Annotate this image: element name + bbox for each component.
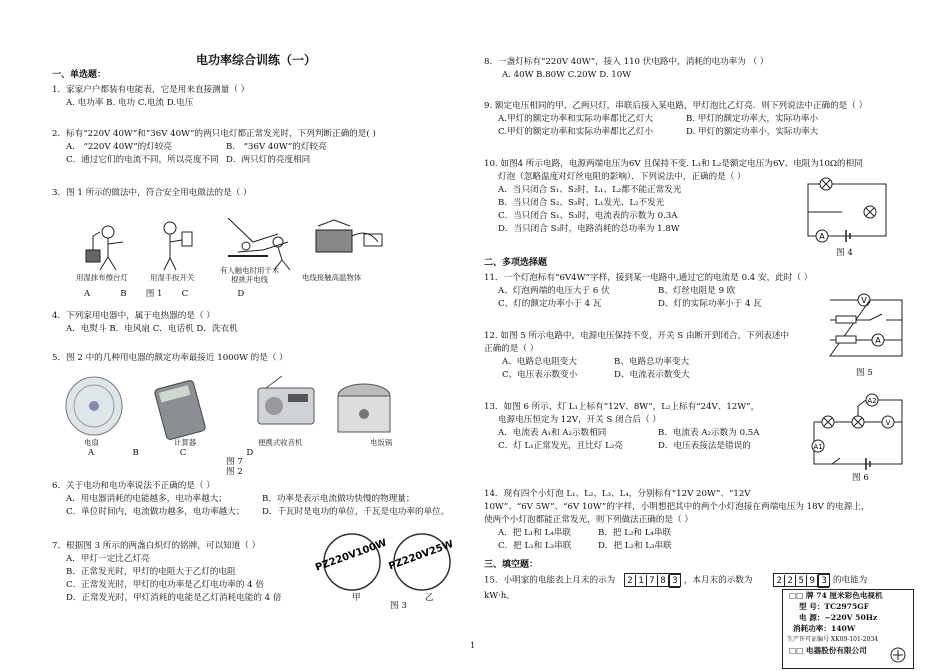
tv-model: 型 号：TC2975GF <box>799 602 870 611</box>
question-options: A．电熨斗 B．电风扇 C．电话机 D．洗衣机 <box>66 324 238 334</box>
question-stem: 10. 如图4 所示电路，电源两端电压为6V 且保持不变. L₁和 L₂是额定电压为6V、电阻为10Ω的相同 <box>484 159 863 169</box>
option-b: B．正常发光时，甲灯的电阻大于乙灯的电阻 <box>66 567 236 577</box>
tv-maker: □□ 电器股份有限公司 <box>789 646 867 655</box>
portable-radio-icon <box>258 376 314 424</box>
section-fill-in: 三、填空题： <box>484 560 539 570</box>
option-c: C．灯 L₁正常发光，且比灯 L₂亮 <box>498 441 623 451</box>
section-single-choice: 一、单选题： <box>52 70 107 80</box>
caption-radio: 便携式收音机 <box>258 438 303 447</box>
question-stem: 13．如图 6 所示，灯 L₁上标有“12V、8W”，L₂上标有“24V、12W”， <box>484 402 760 412</box>
question-stem: 9. 额定电压相同的甲、乙两只灯，串联后接入某电路，甲灯泡比乙灯亮．则下列说法中正确的是（ ） <box>484 101 868 111</box>
caption-calculator: 计算器 <box>174 438 197 447</box>
svg-text:V: V <box>885 419 891 427</box>
question-stem: 1．家家户户都装有电能表，它是用来直接测量（ ） <box>52 85 250 95</box>
option-a: A．甲灯一定比乙灯亮 <box>66 554 150 564</box>
question-stem: 14．现有四个小灯泡 L₁、L₂、L₃、L₄，分别标有“12V 20W”、“12V <box>484 489 751 499</box>
option-b: B、电路总功率变大 <box>614 357 690 367</box>
option-c: C．当只闭合 S₁、S₃时，电流表的示数为 0.3A <box>498 211 678 221</box>
option-a: A、灯泡两端的电压大于 6 伏 <box>498 286 610 296</box>
figure-5-circuit <box>826 292 906 366</box>
tv-license: 生产许可证编号 XK09-101-2034 <box>787 636 879 643</box>
bulb-nameplate-b <box>387 534 455 590</box>
figure-7-label: 图 7 <box>226 457 243 467</box>
question-7 <box>52 540 281 605</box>
question-3 <box>52 187 252 200</box>
option-c: C．通过它们的电流不同，所以亮度不同 <box>66 155 219 165</box>
question-mid: ，本月末的示数为 <box>683 575 753 586</box>
option-b: B．电流表 A₂示数为 0.5A <box>658 428 760 438</box>
option-d: D．把 L₂和 L₃串联 <box>598 541 672 551</box>
question-5 <box>52 352 288 365</box>
tv-brand: □□ 牌 74 厘米彩色电视机 <box>789 591 883 600</box>
meter-digit: 2 <box>785 575 796 587</box>
meter-digit: 5 <box>796 575 807 587</box>
question-stem: 4．下列家用电器中，属于电热器的是（ ） <box>52 311 215 321</box>
svg-text:A1: A1 <box>813 443 823 451</box>
meter-digit: 8 <box>658 575 669 587</box>
question-14 <box>484 488 870 553</box>
svg-text:A: A <box>819 232 825 241</box>
figure-6-label: 图 6 <box>852 473 869 483</box>
question-unit: kW·h。 <box>484 590 515 601</box>
option-d: D．电压表接法是错误的 <box>658 441 751 451</box>
meter-digit-decimal: 3 <box>818 574 829 588</box>
question-stem: 6．关于电功和电功率说法不正确的是（ ） <box>52 481 215 491</box>
question-stem-2: 电源电压恒定为 12V，开关 S 闭合后（ ） <box>498 415 661 425</box>
question-stem: 5．图 2 中的几种用电器的额定功率最接近 1000W 的是（ ） <box>52 353 288 363</box>
option-a: A、电路总电阻变大 <box>502 357 577 367</box>
option-b: B．功率是表示电流做功快慢的物理量； <box>262 494 415 504</box>
page-number: 1 <box>470 641 476 650</box>
caption-fan: 电扇 <box>84 438 99 447</box>
calculator-icon <box>154 380 206 441</box>
caption-a: 用湿抹布擦台灯 <box>76 273 128 282</box>
figure-3-label: 图 3 <box>390 601 407 611</box>
question-stem: 7．根据图 3 所示的两盏白炽灯的铭牌，可以知道（ ） <box>52 541 261 551</box>
question-9 <box>484 100 867 139</box>
option-d: D．两只灯的亮度相同 <box>226 155 311 165</box>
option-b: B、灯丝电阻是 9 欧 <box>658 286 736 296</box>
option-d: D．当只闭合 S₃时，电路消耗的总功率为 1.8W <box>498 224 680 234</box>
figure-2-label: 图 2 <box>226 467 243 477</box>
wire-hot-object-illustration <box>316 220 382 252</box>
logo-icon <box>888 646 908 664</box>
question-11 <box>484 272 812 311</box>
option-a: A． “220V 40W”的灯较亮 <box>66 142 172 152</box>
switch-s-icon <box>832 458 840 464</box>
question-stem-3: 使两个小灯泡都能正常发光，则下列做法正确的是（ ） <box>484 515 693 525</box>
wipe-lamp-illustration <box>86 226 123 270</box>
option-c: C．单位时间内，电流做功越多，电功率越大； <box>66 507 245 517</box>
question-stem-2: 正确的是（ ） <box>484 344 539 354</box>
option-b: B．把 L₂和 L₄串联 <box>598 528 672 538</box>
question-stem: 12. 如图 5 所示电路中，电源电压保持不变，开关 S 由断开到闭合，下列表述中 <box>484 331 790 341</box>
option-d: D．正常发光时，甲灯消耗的电能是乙灯消耗电能的 4 倍 <box>66 593 282 603</box>
meter-reading-2 <box>773 573 830 587</box>
electric-fan-icon <box>66 377 122 435</box>
option-b: B．当只闭合 S₂、S₃时，L₁发光、L₂不发光 <box>498 198 665 208</box>
question-2 <box>52 128 376 167</box>
meter-reading-1 <box>624 573 681 587</box>
option-b: B. 甲灯的额定功率大，实际功率小 <box>686 114 819 124</box>
question-stem: 2．标有“220V 40W”和“36V 40W”的两只电灯都正常发光时，下列判断正确的是( ) <box>52 129 376 139</box>
option-c: C、电压表示数变小 <box>502 370 578 380</box>
bulb-b-rating: PZ220V25W <box>387 538 456 573</box>
meter-digit-decimal: 3 <box>669 574 680 588</box>
tv-power-consumption: 消耗功率：140W <box>793 624 856 633</box>
meter-digit: 9 <box>807 575 818 587</box>
question-options: A. 40W B.80W C.20W D. 10W <box>502 70 632 80</box>
caption-b: 用湿手扳开关 <box>150 273 195 282</box>
question-stem: 8．一盏灯标有“220V 40W”，接入 110 伏电路中，消耗的电功率为 （ ） <box>484 57 769 67</box>
svg-text:A: A <box>875 336 881 345</box>
option-d: D．千瓦时是电功的单位，千瓦是电功率的单位。 <box>262 507 450 517</box>
question-8 <box>484 56 769 82</box>
question-stem-2: 灯泡（忽略温度对灯丝电阻的影响）．下列说法中，正确的是（ ） <box>498 172 746 182</box>
question-6 <box>52 480 449 519</box>
figure-1-letters: A B 图 1 C D <box>84 289 245 299</box>
question-1 <box>52 84 249 110</box>
wooden-stick-wire-illustration <box>228 218 290 270</box>
meter-digit: 2 <box>625 575 636 587</box>
figure-2-appliances <box>62 374 402 440</box>
wet-hand-switch-illustration <box>164 222 192 270</box>
option-a: A．把 L₁和 L₄串联 <box>498 528 571 538</box>
page-title: 电功率综合训练（一） <box>196 53 317 67</box>
figure-1-illustrations <box>78 212 398 274</box>
bulb-nameplate-a <box>314 534 388 590</box>
question-stem: 3．图 1 所示的做法中，符合安全用电做法的是（ ） <box>52 188 252 198</box>
meter-digit: 7 <box>647 575 658 587</box>
figure-3-bulbs <box>313 528 462 598</box>
figure-4-circuit <box>802 176 892 248</box>
figure-6-circuit <box>806 392 906 470</box>
question-12 <box>484 330 789 382</box>
caption-c: 有人触电时用干木 棍挑开电线 <box>220 266 280 284</box>
option-d: D. 甲灯的额定功率小，实际功率大 <box>686 127 819 137</box>
tv-power-supply: 电 源：~220V 50Hz <box>799 613 878 622</box>
option-a: A．电流表 A₁和 A₂示数相同 <box>498 428 607 438</box>
figure-4-label: 图 4 <box>836 248 853 258</box>
svg-text:A2: A2 <box>867 397 877 405</box>
meter-digit: 1 <box>636 575 647 587</box>
caption-d: 电线接触高温物体 <box>302 273 362 282</box>
meter-digit: 2 <box>774 575 785 587</box>
option-c: C．正常发光时，甲灯的电功率是乙灯电功率的 4 倍 <box>66 580 264 590</box>
option-c: C．把 L₁和 L₃串联 <box>498 541 572 551</box>
resistor-r2-icon <box>836 336 856 343</box>
figure-5-label: 图 5 <box>856 368 873 378</box>
question-options: A. 电功率 B. 电功 C.电流 D.电压 <box>66 98 194 108</box>
option-b: B． “36V 40W”的灯较亮 <box>226 142 327 152</box>
figure-2-letters: A B C D <box>88 448 254 458</box>
option-a: A．用电器消耗的电能越多，电功率越大； <box>66 494 227 504</box>
question-stem: 11．一个灯泡标有“6V4W”字样，接到某一电路中,通过它的电流是 0.4 安，此时（ ） <box>484 273 813 283</box>
question-13 <box>484 401 759 453</box>
question-stem-2: 10W”、“6V 5W”、“6V 10W”的字样，小明想把其中的两个小灯泡接在两端电压为 18V 的电源上， <box>484 502 870 512</box>
question-post: 的电能为 <box>832 575 868 586</box>
caption-cooker: 电饭锅 <box>370 438 393 447</box>
rice-cooker-icon <box>338 384 390 432</box>
bulb-label-jia: 甲 <box>352 593 361 603</box>
option-a: A．当只闭合 S₁、S₂时，L₁、L₂都不能正常发光 <box>498 185 682 195</box>
section-multi-choice: 二、多项选择题 <box>484 258 548 268</box>
option-a: A.甲灯的额定功率和实际功率都比乙灯大 <box>498 114 654 124</box>
svg-text:V: V <box>861 296 867 305</box>
option-c: C、灯的额定功率小于 4 瓦 <box>498 299 602 309</box>
bulb-a-rating: PZ220V100W <box>313 537 389 574</box>
option-d: D、电流表示数变大 <box>614 370 690 380</box>
option-c: C.甲灯的额定功率和实际功率都比乙灯小 <box>498 127 654 137</box>
question-stem: 15．小明家的电能表上月末的示为 <box>484 575 616 586</box>
bulb-label-yi: 乙 <box>425 593 434 603</box>
question-4 <box>52 310 238 336</box>
option-d: D、灯的实际功率小于 4 瓦 <box>658 299 762 309</box>
resistor-r1-icon <box>836 316 856 323</box>
